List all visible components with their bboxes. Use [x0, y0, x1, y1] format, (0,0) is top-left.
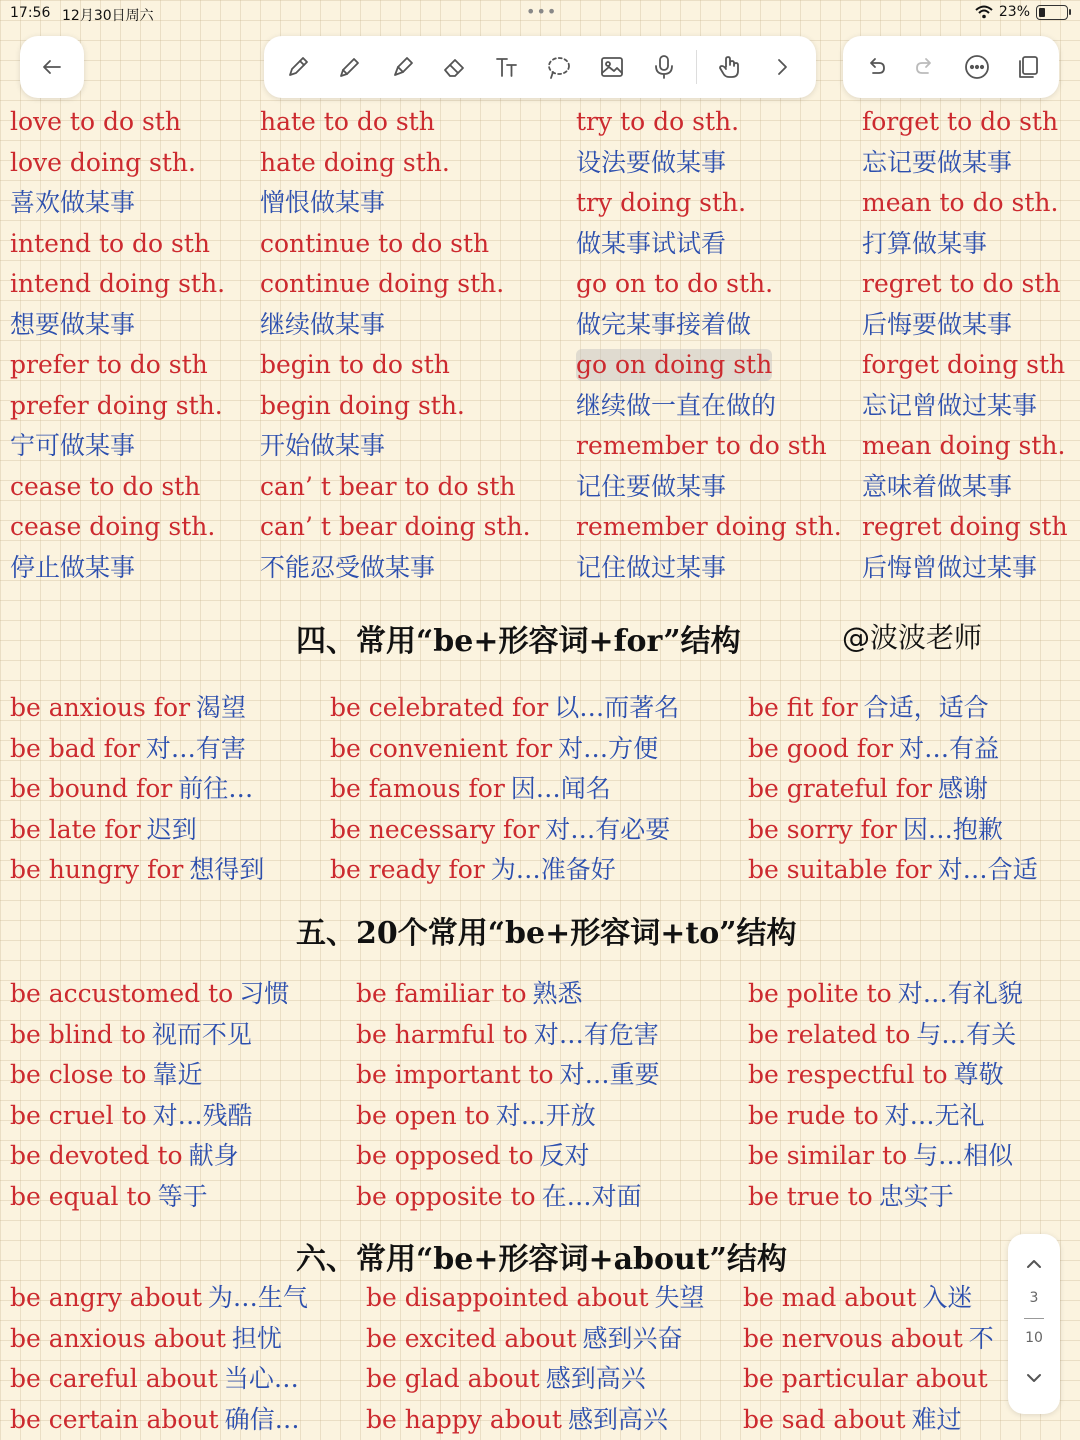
phrase-english: be disappointed about [366, 1283, 649, 1312]
phrase-entry [743, 1282, 972, 1314]
phrase-chinese: 想得到 [189, 855, 265, 884]
phrase-entry [748, 692, 989, 724]
phrase-chinese: 为…准备好 [490, 855, 616, 884]
phrase-english: be sad about [743, 1404, 906, 1434]
phrase-english: be mad about [743, 1283, 917, 1312]
verb-pattern-cell: mean doing sth. [862, 431, 1066, 460]
phrase-chinese: 入迷 [922, 1283, 973, 1312]
text-tool-icon[interactable] [487, 47, 527, 87]
phrase-english: be equal to [10, 1181, 152, 1211]
verb-pattern-cell: 做某事试试看 [576, 228, 727, 258]
phrase-chinese: 对…有必要 [545, 814, 671, 844]
phrase-chinese: 确信… [224, 1404, 300, 1434]
phrase-entry [330, 854, 616, 886]
phrase-entry [10, 1100, 253, 1132]
phrase-english: be good for [748, 733, 894, 763]
phrase-english: be careful about [10, 1364, 218, 1393]
verb-pattern-cell: 宁可做某事 [10, 431, 136, 460]
phrase-chinese: 熟悉 [532, 979, 583, 1008]
pages-icon[interactable] [1008, 47, 1048, 87]
phrase-entry [743, 1363, 994, 1395]
page-divider [1024, 1318, 1044, 1319]
phrase-chinese: 渴望 [196, 693, 247, 722]
phrase-entry [330, 692, 679, 724]
total-pages: 10 [1025, 1330, 1043, 1346]
phrase-english: be open to [356, 1100, 490, 1130]
phrase-entry [748, 814, 1003, 846]
verb-pattern-cell: forget doing sth [862, 350, 1066, 379]
phrase-chinese: 在…对面 [541, 1181, 642, 1211]
phrase-english: be opposed to [356, 1141, 534, 1170]
current-page: 3 [1029, 1290, 1039, 1306]
microphone-icon[interactable] [644, 47, 684, 87]
status-date: 12月30日周六 [62, 8, 154, 24]
verb-pattern-cell: 喜欢做某事 [10, 188, 136, 217]
phrase-chinese: 不 [968, 1323, 994, 1353]
phrase-chinese: 感到高兴 [545, 1364, 646, 1393]
verb-pattern-cell: 记住要做某事 [576, 471, 727, 501]
phrase-entry [748, 773, 988, 805]
phrase-entry [356, 1181, 642, 1213]
phrase-entry [10, 1323, 282, 1355]
phrase-chinese: 反对 [539, 1141, 590, 1170]
phrase-entry [748, 1019, 1016, 1051]
phrase-entry [10, 1140, 239, 1172]
verb-pattern-cell: cease to do sth [10, 471, 201, 501]
verb-pattern-cell: 不能忍受做某事 [260, 552, 436, 582]
phrase-entry [10, 1282, 308, 1314]
phrase-english: be cruel to [10, 1100, 147, 1130]
verb-pattern-cell: go on doing sth [576, 350, 773, 379]
phrase-chinese: 前往… [178, 774, 254, 803]
phrase-english: be related to [748, 1019, 911, 1049]
phrase-chinese: 难过 [911, 1404, 962, 1434]
verb-pattern-cell: hate to do sth [260, 107, 435, 136]
verb-pattern-cell: hate doing sth. [260, 147, 450, 177]
phrase-english: be anxious for [10, 693, 191, 722]
phrase-chinese: 失望 [654, 1283, 705, 1312]
phrase-english: be glad about [366, 1364, 540, 1393]
verb-pattern-cell: 开始做某事 [260, 431, 386, 460]
phrase-chinese: 当心… [223, 1364, 299, 1393]
phrase-entry [366, 1363, 646, 1395]
phrase-chinese: 对…残酷 [152, 1100, 253, 1130]
phrase-entry [748, 1181, 954, 1213]
multitask-dots-icon[interactable]: ••• [526, 2, 558, 21]
status-time: 17:56 [10, 5, 51, 21]
verb-pattern-cell: 憎恨做某事 [260, 188, 386, 217]
image-icon[interactable] [592, 47, 632, 87]
phrase-english: be familiar to [356, 979, 527, 1008]
verb-pattern-cell: 记住做过某事 [576, 552, 727, 582]
phrase-entry [356, 1100, 596, 1132]
phrase-english: be opposite to [356, 1181, 536, 1211]
battery-percent: 23% [998, 4, 1030, 20]
phrase-entry [366, 1404, 668, 1436]
phrase-english: be devoted to [10, 1141, 183, 1170]
verb-pattern-cell: 设法要做某事 [576, 147, 727, 177]
phrase-english: be blind to [10, 1019, 146, 1049]
phrase-english: be rude to [748, 1100, 879, 1130]
verb-pattern-cell: 后悔曾做过某事 [862, 552, 1038, 582]
phrase-english: be certain about [10, 1404, 219, 1434]
phrase-english: be accustomed to [10, 979, 234, 1008]
phrase-entry [356, 978, 583, 1010]
phrase-english: be harmful to [356, 1019, 528, 1049]
phrase-chinese: 因…抱歉 [902, 814, 1003, 844]
phrase-english: be bad for [10, 733, 140, 763]
phrase-entry [748, 1100, 985, 1132]
hand-pointer-icon[interactable] [710, 47, 750, 87]
verb-pattern-cell: can’ t bear to do sth [260, 471, 516, 501]
phrase-entry [748, 733, 999, 765]
verb-pattern-cell: 做完某事接着做 [576, 309, 752, 339]
phrase-chinese: 担忧 [231, 1323, 282, 1353]
phrase-entry [10, 1404, 300, 1436]
verb-pattern-cell: intend to do sth [10, 228, 211, 258]
phrase-english: be similar to [748, 1141, 908, 1170]
battery-fill [1039, 8, 1045, 17]
phrase-entry [10, 1181, 208, 1213]
phrase-chinese: 感到高兴 [567, 1404, 668, 1434]
verb-pattern-cell: love to do sth [10, 107, 181, 136]
verb-pattern-cell: 忘记要做某事 [862, 147, 1013, 177]
page-down-icon[interactable] [1022, 1366, 1046, 1390]
phrase-chinese: 靠近 [152, 1060, 203, 1089]
phrase-entry [743, 1323, 994, 1355]
phrase-entry [10, 1363, 299, 1395]
right-toolbar [843, 36, 1059, 98]
drawing-toolbar [264, 36, 816, 98]
phrase-english: be close to [10, 1060, 147, 1089]
verb-pattern-cell: 意味着做某事 [862, 471, 1013, 501]
phrase-entry [743, 1404, 962, 1436]
verb-pattern-cell: 忘记曾做过某事 [862, 390, 1038, 420]
verb-pattern-cell: begin to do sth [260, 350, 450, 379]
phrase-entry [330, 733, 658, 765]
phrase-chinese: 对…重要 [559, 1060, 660, 1089]
phrase-entry [366, 1323, 683, 1355]
verb-pattern-cell: regret to do sth [862, 269, 1061, 298]
phrase-english: be happy about [366, 1404, 562, 1434]
section6-title: 六、常用“be+形容词+about”结构 [296, 1242, 787, 1277]
phrase-english: be important to [356, 1060, 554, 1089]
phrase-entry [10, 1019, 252, 1051]
status-bar [0, 0, 1080, 28]
phrase-chinese: 对…方便 [558, 733, 659, 763]
phrase-english: be late for [10, 814, 141, 844]
verb-pattern-cell: 停止做某事 [10, 552, 136, 582]
page-up-icon[interactable] [1022, 1252, 1046, 1276]
verb-pattern-cell: continue doing sth. [260, 269, 505, 298]
phrase-entry [748, 1059, 1004, 1091]
author-signature: @波波老师 [842, 621, 983, 654]
section5-title: 五、20个常用“be+形容词+to”结构 [296, 916, 797, 951]
highlighter-icon[interactable] [383, 47, 423, 87]
phrase-chinese: 感谢 [938, 774, 989, 803]
phrase-english: be grateful for [748, 774, 932, 803]
phrase-chinese: 对…有危害 [533, 1019, 659, 1049]
pen-icon[interactable] [278, 47, 318, 87]
phrase-entry [10, 1059, 202, 1091]
verb-pattern-cell: prefer doing sth. [10, 390, 223, 420]
verb-pattern-cell: cease doing sth. [10, 512, 216, 541]
phrase-english: be respectful to [748, 1060, 948, 1089]
phrase-entry [10, 814, 197, 846]
eraser-icon[interactable] [435, 47, 475, 87]
phrase-entry [748, 978, 1023, 1010]
phrase-entry [330, 814, 670, 846]
phrase-english: be anxious about [10, 1323, 226, 1353]
phrase-english: be ready for [330, 855, 485, 884]
phrase-english: be true to [748, 1181, 873, 1211]
phrase-chinese: 忠实于 [878, 1181, 954, 1211]
verb-pattern-cell: try to do sth. [576, 107, 740, 136]
phrase-entry [748, 854, 1038, 886]
phrase-english: be hungry for [10, 855, 184, 884]
phrase-english: be suitable for [748, 855, 932, 884]
verb-pattern-cell: continue to do sth [260, 228, 490, 258]
phrase-english: be necessary for [330, 814, 540, 844]
phrase-chinese: 对…开放 [495, 1100, 596, 1130]
more-icon[interactable] [957, 47, 997, 87]
verb-pattern-cell: can’ t bear doing sth. [260, 512, 531, 541]
redo-icon[interactable] [906, 47, 946, 87]
phrase-entry [366, 1282, 705, 1314]
phrase-english: be nervous about [743, 1323, 963, 1353]
toolbar-separator [696, 50, 697, 84]
back-arrow-icon[interactable] [32, 47, 72, 87]
phrase-english: be fit for [748, 693, 858, 722]
wifi-icon [975, 5, 993, 19]
verb-pattern-cell: forget to do sth [862, 107, 1059, 136]
phrase-chinese: 以…而著名 [554, 693, 680, 722]
verb-pattern-cell: 打算做某事 [862, 228, 988, 258]
phrase-english: be angry about [10, 1283, 202, 1312]
verb-pattern-cell: 后悔要做某事 [862, 309, 1013, 339]
verb-pattern-cell: intend doing sth. [10, 269, 226, 298]
phrase-english: be bound for [10, 774, 173, 803]
undo-icon[interactable] [855, 47, 895, 87]
verb-pattern-cell: go on to do sth. [576, 269, 774, 298]
verb-pattern-cell: try doing sth. [576, 188, 747, 217]
phrase-chinese: 对…无礼 [884, 1100, 985, 1130]
battery-icon [1036, 5, 1068, 20]
status-right [975, 4, 1068, 20]
phrase-chinese: 对…有害 [145, 733, 246, 763]
lasso-icon[interactable] [539, 47, 579, 87]
phrase-chinese: 与…相似 [913, 1141, 1014, 1170]
phrase-chinese: 对…有益 [899, 733, 1000, 763]
phrase-english: be convenient for [330, 733, 553, 763]
verb-pattern-cell: prefer to do sth [10, 350, 208, 379]
phrase-chinese: 因…闻名 [510, 774, 611, 803]
phrase-chinese: 视而不见 [151, 1019, 252, 1049]
chevron-right-icon[interactable] [762, 47, 802, 87]
phrase-entry [10, 733, 246, 765]
phrase-entry [356, 1140, 590, 1172]
phrase-english: be polite to [748, 979, 892, 1008]
phrase-english: be famous for [330, 774, 505, 803]
verb-pattern-cell: regret doing sth [862, 512, 1068, 541]
verb-pattern-cell: remember to do sth [576, 431, 827, 460]
phrase-entry [748, 1140, 1013, 1172]
phrase-entry [330, 773, 611, 805]
verb-pattern-cell: remember doing sth. [576, 512, 842, 541]
pencil-icon[interactable] [330, 47, 370, 87]
verb-pattern-cell: 继续做一直在做的 [576, 390, 777, 420]
page-navigator [1008, 1234, 1060, 1414]
phrase-entry [356, 1019, 659, 1051]
verb-pattern-cell: begin doing sth. [260, 390, 465, 420]
phrase-chinese: 尊敬 [953, 1060, 1004, 1089]
phrase-english: be particular about [743, 1364, 988, 1393]
section4-title: 四、常用“be+形容词+for”结构 [296, 624, 741, 659]
phrase-entry [10, 978, 289, 1010]
verb-pattern-cell: 想要做某事 [10, 309, 136, 339]
phrase-english: be celebrated for [330, 693, 549, 722]
phrase-chinese: 献身 [188, 1141, 239, 1170]
phrase-chinese: 与…有关 [916, 1019, 1017, 1049]
phrase-chinese: 为…生气 [207, 1283, 308, 1312]
phrase-entry [10, 854, 264, 886]
phrase-english: be excited about [366, 1323, 577, 1353]
back-button-container [20, 36, 84, 98]
phrase-chinese: 合适，适合 [863, 693, 989, 722]
phrase-english: be sorry for [748, 814, 897, 844]
phrase-entry [356, 1059, 660, 1091]
phrase-chinese: 迟到 [146, 814, 197, 844]
verb-pattern-cell: mean to do sth. [862, 188, 1059, 217]
verb-pattern-cell: 继续做某事 [260, 309, 386, 339]
phrase-chinese: 习惯 [239, 979, 290, 1008]
phrase-chinese: 感到兴奋 [582, 1323, 683, 1353]
phrase-entry [10, 692, 246, 724]
phrase-chinese: 对…有礼貌 [897, 979, 1023, 1008]
phrase-chinese: 等于 [157, 1181, 208, 1211]
phrase-chinese: 对…合适 [937, 855, 1038, 884]
phrase-entry [10, 773, 253, 805]
verb-pattern-cell: love doing sth. [10, 147, 196, 177]
